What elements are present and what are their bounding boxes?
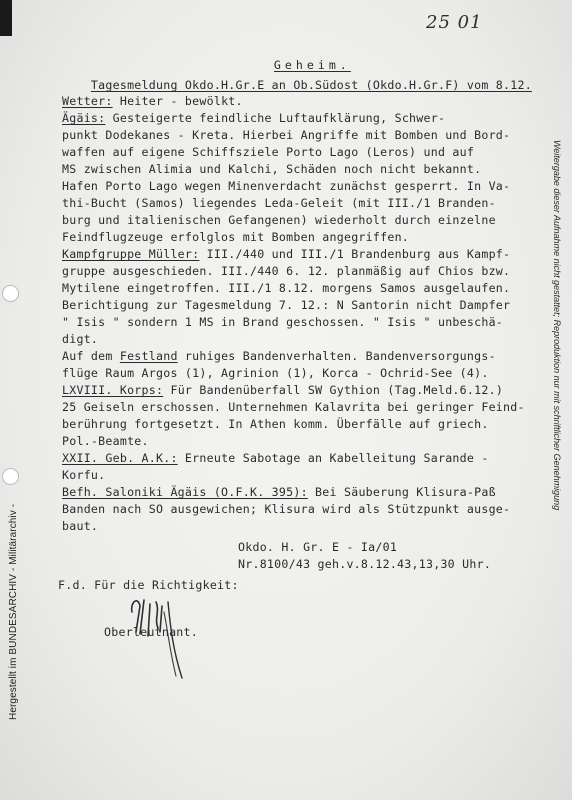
sender-line-1: Okdo. H. Gr. E - Ia/01 xyxy=(238,540,398,554)
kampfgruppe-line-5: digt. xyxy=(62,332,99,346)
befh-line-1: Banden nach SO ausgewichen; Klisura wird als Stützpunkt ausge- xyxy=(62,502,511,516)
aegaeis-line-1: punkt Dodekanes - Kreta. Hierbei Angriffe mit Bomben und Bord- xyxy=(62,128,511,142)
aegaeis-line-0 xyxy=(62,111,445,125)
lxviii-text: Für Bandenüberfall SW Gythion (Tag.Meld.6.12.) xyxy=(163,383,504,397)
document-title: Geheim. xyxy=(273,58,351,72)
lxviii-line-1: 25 Geiseln erschossen. Unternehmen Kalavrita bei geringer Feind- xyxy=(62,400,525,414)
document-subject: Tagesmeldung Okdo.H.Gr.E an Ob.Südost (Okdo.H.Gr.F) vom 8.12. xyxy=(90,78,532,92)
xxii-label: XXII. Geb. A.K.: xyxy=(62,451,178,465)
wetter-label: Wetter: xyxy=(62,94,113,108)
aegaeis-line-7: Feindflugzeuge erfolglos mit Bomben angegriffen. xyxy=(62,230,410,244)
xxii-line-0 xyxy=(62,451,489,465)
aegaeis-label: Ägäis: xyxy=(62,111,106,125)
kampfgruppe-line-0 xyxy=(62,247,510,261)
richtigkeit-line: F.d. Für die Richtigkeit: xyxy=(58,578,239,592)
kampfgruppe-line-3: Berichtigung zur Tagesmeldung 7. 12.: N Santorin nicht Dampfer xyxy=(62,298,511,312)
befh-label: Befh. Saloniki Ägäis (O.F.K. 395): xyxy=(62,485,308,499)
kampfgruppe-text: III./440 und III./1 Brandenburg aus Kampf- xyxy=(199,247,511,261)
kampfgruppe-label: Kampfgruppe Müller: xyxy=(62,247,200,261)
handwritten-page-number: 25 01 xyxy=(426,12,483,33)
aegaeis-line-4: Hafen Porto Lago wegen Minenverdacht zunächst gesperrt. In Va- xyxy=(62,179,511,193)
xxii-text: Erneute Sabotage an Kabelleitung Sarande - xyxy=(177,451,489,465)
lxviii-line-3: Pol.-Beamte. xyxy=(62,434,149,448)
lxviii-label: LXVIII. Korps: xyxy=(62,383,164,397)
befh-line-0 xyxy=(62,485,496,499)
befh-text: Bei Säuberung Klisura-Paß xyxy=(307,485,496,499)
wetter-text: Heiter - bewölkt. xyxy=(112,94,243,108)
corner-mark xyxy=(0,0,12,36)
aegaeis-line-3: MS zwischen Alimia und Kalchi, Schäden noch nicht bekannt. xyxy=(62,162,482,176)
festland-line-0 xyxy=(62,349,496,363)
kampfgruppe-line-2: Mytilene eingetroffen. III./1 8.12. morgens Samos ausgelaufen. xyxy=(62,281,511,295)
xxii-line-1: Korfu. xyxy=(62,468,106,482)
archive-stamp-right: Weitergabe dieser Aufnahme nicht gestattet; Reproduktion nur mit schriftlicher Genehmigung xyxy=(552,140,562,511)
archive-stamp-left: Hergestellt im BUNDESARCHIV - Militärarchiv - xyxy=(8,503,19,720)
sender-line-2: Nr.8100/43 geh.v.8.12.43,13,30 Uhr. xyxy=(238,557,492,571)
kampfgruppe-line-4: " Isis " sondern 1 MS in Brand geschossen. " Isis " unbeschä- xyxy=(62,315,504,329)
punch-hole-bottom xyxy=(2,468,19,485)
lxviii-line-2: berührung fortgesetzt. In Athen komm. Überfälle auf griech. xyxy=(62,417,489,431)
festland-label: Festland xyxy=(119,349,178,363)
festland-text: ruhiges Bandenverhalten. Bandenversorgungs- xyxy=(177,349,496,363)
festland-prefix: Auf dem xyxy=(62,349,120,363)
wetter-line xyxy=(62,94,243,108)
punch-hole-top xyxy=(2,285,19,302)
lxviii-line-0 xyxy=(62,383,503,397)
festland-line-1: flüge Raum Argos (1), Agrinion (1), Korca - Ochrid-See (4). xyxy=(62,366,489,380)
aegaeis-line-6: burg und italienischen Gefangenen) wiederholt durch einzelne xyxy=(62,213,496,227)
aegaeis-line-5: thi-Bucht (Samos) liegendes Leda-Geleit (mit III./1 Branden- xyxy=(62,196,496,210)
aegaeis-line-2: waffen auf eigene Schiffsziele Porto Lago (Leros) und auf xyxy=(62,145,475,159)
kampfgruppe-line-1: gruppe ausgeschieden. III./440 6. 12. planmäßig auf Chios bzw. xyxy=(62,264,511,278)
aegaeis-text: Gesteigerte feindliche Luftaufklärung, Schwer- xyxy=(105,111,446,125)
signature-rank: Oberleutnant. xyxy=(104,625,198,639)
befh-line-2: baut. xyxy=(62,519,99,533)
